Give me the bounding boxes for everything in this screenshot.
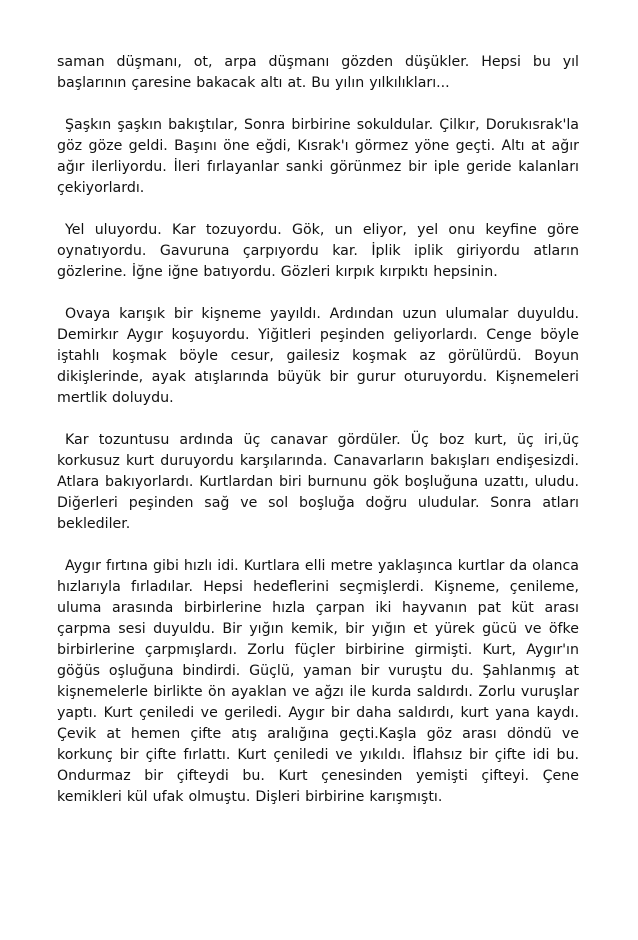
paragraph: Şaşkın şaşkın bakıştılar, Sonra birbirine sokuldular. Çilkır, Dorukısrak'la göz göze geldi. Başını öne eğdi, Kısrak'ı görmez yöne geçti. Altı at ağır ağır ilerliyordu. İleri fırlayanlar sanki görünmez bir iple geride kalanları çekiyorlardı. xyxy=(57,117,579,196)
paragraph: Aygır fırtına gibi hızlı idi. Kurtlara elli metre yaklaşınca kurtlar da olanca hızlarıyla fırladılar. Hepsi hedeflerini seçmişlerdi. Kişneme, çenileme, uluma arasında birbirlerine hızla çarpan iki hayvanın pat küt arası çarpma sesi duyuldu. Bir yığın kemik, bir yığın et yürek gücü ve öfke birbirlerine çarpmışlardı. Zorlu füçler birbirine girmişti. Kurt, Aygır'ın göğüs oşluğuna bindirdi. Güçlü, yaman bir vuruştu du. Şahlanmış at kişnemelerle birlikte ön ayaklan ve ağzı ile kurda saldırdı. Zorlu vuruşlar yaptı. Kurt çeniledi ve geriledi. Aygır bir daha saldırdı, kurt yana kaydı. Çevik at hemen çifte atış aralığına geçti.Kaşla göz arası döndü ve korkunç bir çifte fırlattı. Kurt çeniledi ve yıkıldı. İflahsız bir çifte idi bu. Ondurmaz bir çifteydi bu. Kurt çenesinden yemişti çifteyi. Çene kemikleri kül ufak olmuştu. Dişleri birbirine karışmıştı. xyxy=(57,558,579,805)
paragraph: Yel uluyordu. Kar tozuyordu. Gök, un eliyor, yel onu keyfine göre oynatıyordu. Gavuruna çarpıyordu kar. İplik iplik giriyordu atların gözlerine. İğne iğne batıyordu. Gözleri kırpık kırpıktı hepsinin. xyxy=(57,222,579,280)
paragraph: Kar tozuntusu ardında üç canavar gördüler. Üç boz kurt, üç iri,üç korkusuz kurt duruyordu karşılarında. Canavarların bakışları endişesizdi. Atlara bakıyorlardı. Kurtlardan biri burnunu gök boşluğuna uzattı, uludu. Diğerleri peşinden sağ ve sol boşluğa doğru uludular. Sonra atları beklediler. xyxy=(57,432,579,532)
paragraph: Ovaya karışık bir kişneme yayıldı. Ardından uzun ulumalar duyuldu. Demirkır Aygır koşuyordu. Yiğitleri peşinden geliyorlardı. Cenge böyle iştahlı koşmak böyle cesur, gailesiz koşmak az görülürdü. Boyun dikişlerinde, ayak atışlarında büyük bir gurur oturuyordu. Kişnemeleri mertlik doluydu. xyxy=(57,306,579,406)
book-page xyxy=(57,52,579,808)
paragraph: saman düşmanı, ot, arpa düşmanı gözden düşükler. Hepsi bu yıl başlarının çaresine bakacak altı at. Bu yılın yılkılıkları... xyxy=(57,54,579,91)
